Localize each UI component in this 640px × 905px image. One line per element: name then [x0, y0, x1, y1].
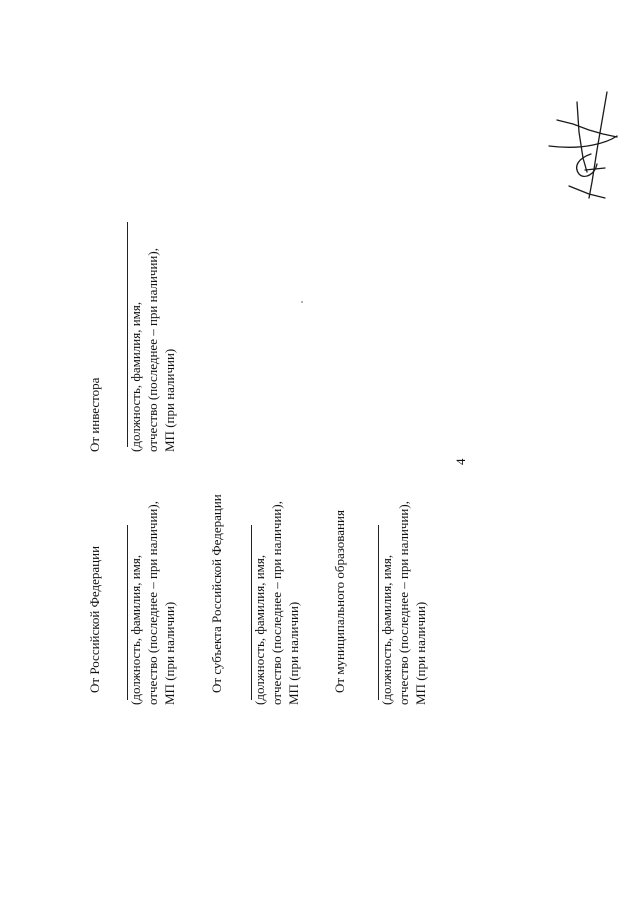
- heading-investor: От инвестора: [87, 377, 102, 452]
- handwritten-signature-icon: [545, 90, 630, 205]
- page-number: 4: [453, 458, 468, 465]
- scan-speck: [301, 301, 303, 303]
- heading-federal-subject: От субъекта Российской Федерации: [209, 494, 224, 693]
- caption-federal-subject: (должность, фамилия, имя, отчество (последнее – при наличии), МП (при наличии): [252, 501, 301, 705]
- caption-investor: (должность, фамилия, имя, отчество (последнее – при наличии), МП (при наличии): [128, 248, 177, 452]
- heading-russian-federation: От Российской Федерации: [87, 545, 102, 693]
- caption-russian-federation: (должность, фамилия, имя, отчество (последнее – при наличии), МП (при наличии): [128, 501, 177, 705]
- heading-municipality: От муниципального образования: [332, 510, 347, 693]
- caption-municipality: (должность, фамилия, имя, отчество (последнее – при наличии), МП (при наличии): [379, 501, 428, 705]
